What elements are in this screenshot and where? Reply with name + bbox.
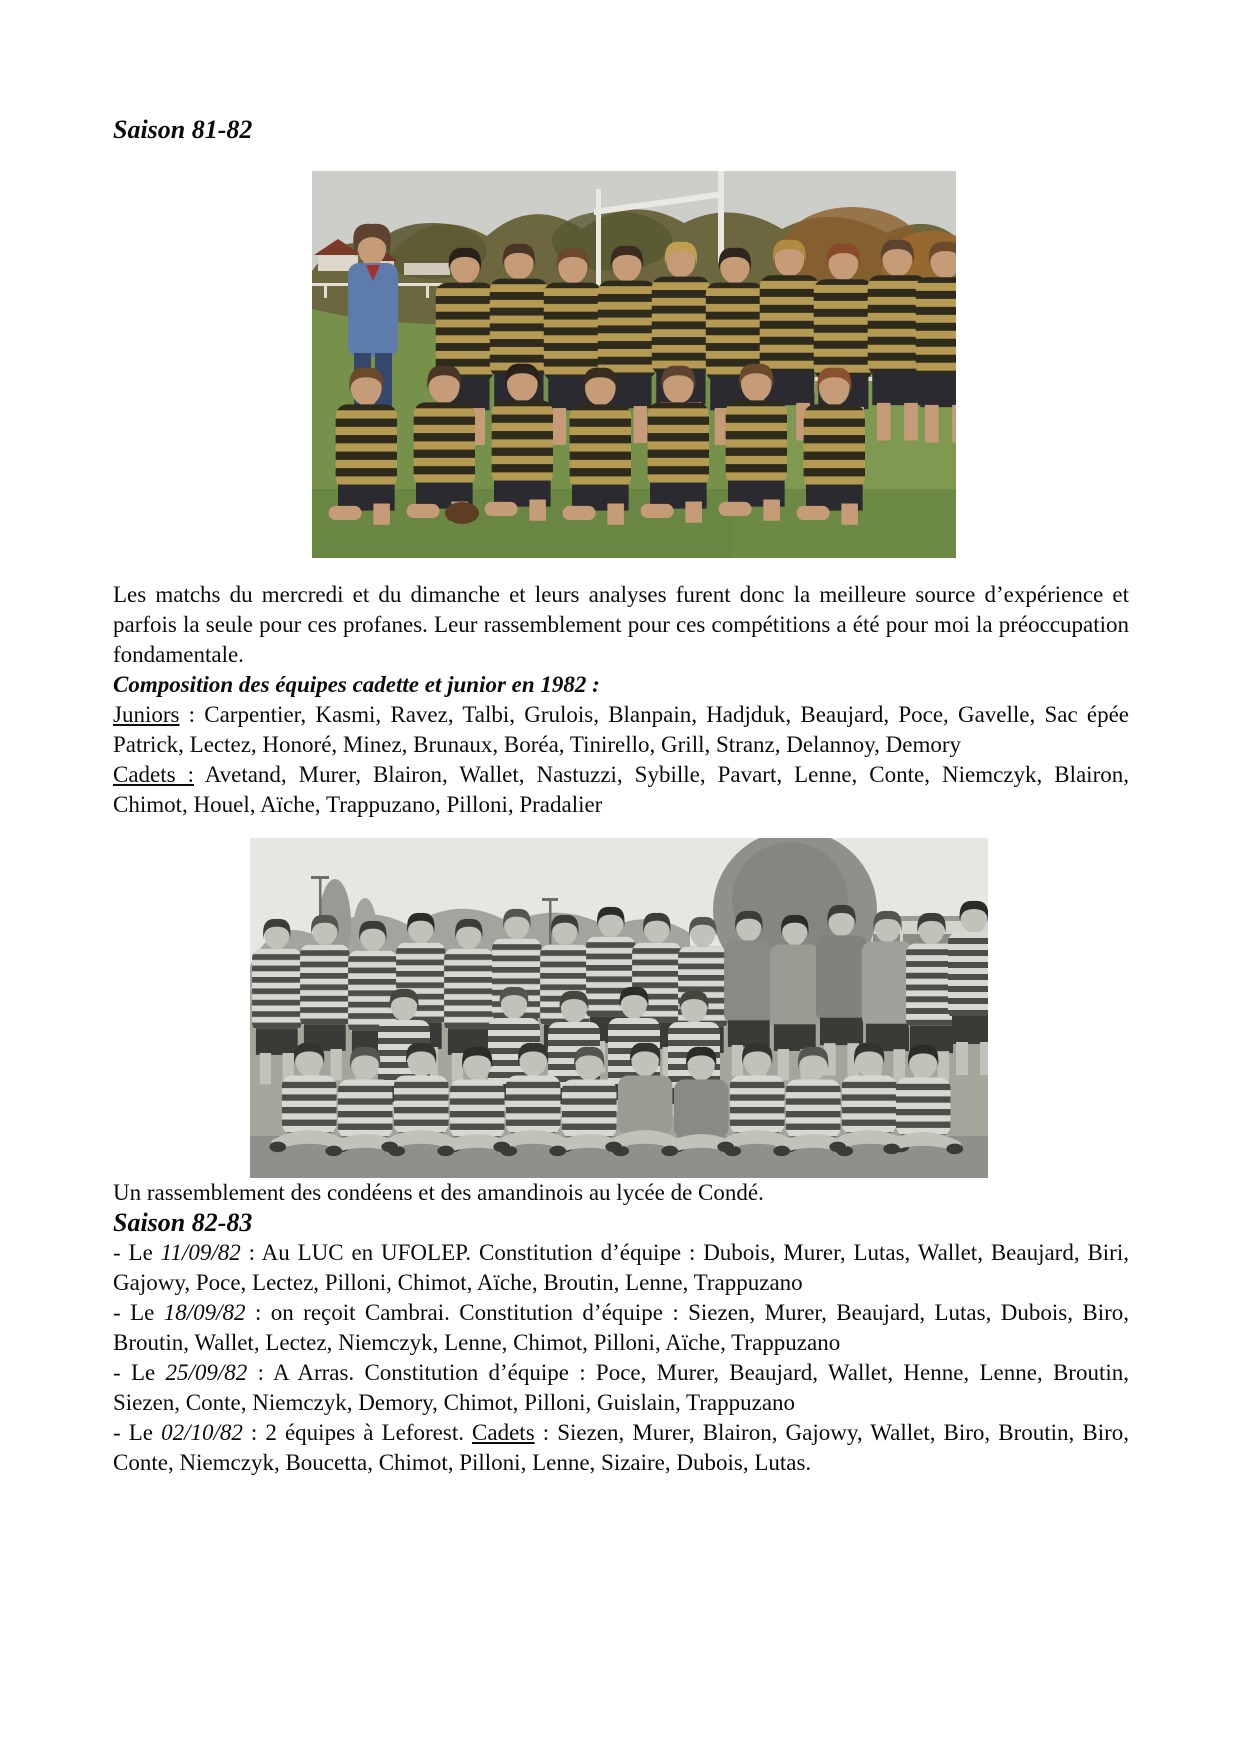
team-photo-bw: [250, 838, 988, 1178]
entry-text: : A Arras. Constitution d’équipe : Poce, Murer, Beaujard, Wallet, Henne, Lenne, Broutin, Siezen, Conte, Niemczyk, Demory, Chimot, Pilloni, Guislain, Trappuzano: [113, 1360, 1129, 1415]
juniors-label: Juniors: [113, 702, 180, 727]
entry-text: : Au LUC en UFOLEP. Constitution d’équipe : Dubois, Murer, Lutas, Wallet, Beaujard, Biri, Gajowy, Poce, Lectez, Pilloni, Chimot, Aïche, Broutin, Lenne, Trappuzano: [113, 1240, 1129, 1295]
photo2-caption: Un rassemblement des condéens et des amandinois au lycée de Condé.: [113, 1180, 764, 1205]
match-entry-2: [113, 1298, 1129, 1358]
entry-date: 02/10/82: [161, 1420, 243, 1445]
cadets-names: Avetand, Murer, Blairon, Wallet, Nastuzzi, Sybille, Pavart, Lenne, Conte, Niemczyk, Blairon, Chimot, Houel, Aïche, Trappuzano, Pilloni, Pradalier: [113, 762, 1129, 817]
entry-text: : 2 équipes à Leforest.: [242, 1420, 473, 1445]
season-81-82-heading: Saison 81-82: [113, 115, 253, 144]
juniors-list: [113, 700, 1129, 760]
entry-date: 11/09/82: [160, 1240, 241, 1265]
composition-heading: Composition des équipes cadette et junior en 1982 :: [113, 672, 600, 697]
entry-date: 25/09/82: [165, 1360, 248, 1385]
cadets-list: [113, 760, 1129, 820]
team-photo-color: [312, 171, 956, 558]
match-entry-4: [113, 1418, 1129, 1478]
entry-cadets-label: Cadets: [472, 1420, 535, 1445]
match-entry-1: [113, 1238, 1129, 1298]
entry-text: : on reçoit Cambrai. Constitution d’équipe : Siezen, Murer, Beaujard, Lutas, Dubois, Biro, Broutin, Wallet, Lectez, Niemczyk, Lenne, Chimot, Pilloni, Aïche, Trappuzano: [113, 1300, 1129, 1355]
entry-date: 18/09/82: [163, 1300, 246, 1325]
entry-text: : Siezen, Murer, Blairon, Gajowy, Wallet, Biro, Broutin, Biro, Conte, Niemczyk, Boucetta, Chimot, Pilloni, Lenne, Sizaire, Dubois, Lutas.: [113, 1420, 1130, 1475]
entry-prefix: - Le: [113, 1240, 161, 1265]
juniors-names: : Carpentier, Kasmi, Ravez, Talbi, Grulois, Blanpain, Hadjduk, Beaujard, Poce, Gavelle, Sac épée Patrick, Lectez, Honoré, Minez, Brunaux, Boréa, Tinirello, Grill, Stranz, Delannoy, Demory: [113, 702, 1129, 757]
entry-prefix: - Le: [113, 1300, 164, 1325]
body-text: [113, 580, 1129, 1478]
experience-paragraph: Les matchs du mercredi et du dimanche et leurs analyses furent donc la meilleure source d’expérience et parfois la seule pour ces profanes. Leur rassemblement pour ces compétitions a été pour moi la préoccupation fondamentale.: [113, 582, 1129, 667]
rugby-ball: [445, 502, 479, 524]
entry-prefix: - Le: [113, 1420, 162, 1445]
season-82-83-heading: Saison 82-83: [113, 1208, 253, 1237]
cadets-label: Cadets :: [113, 762, 194, 787]
entry-prefix: - Le: [113, 1360, 166, 1385]
match-entry-3: [113, 1358, 1129, 1418]
